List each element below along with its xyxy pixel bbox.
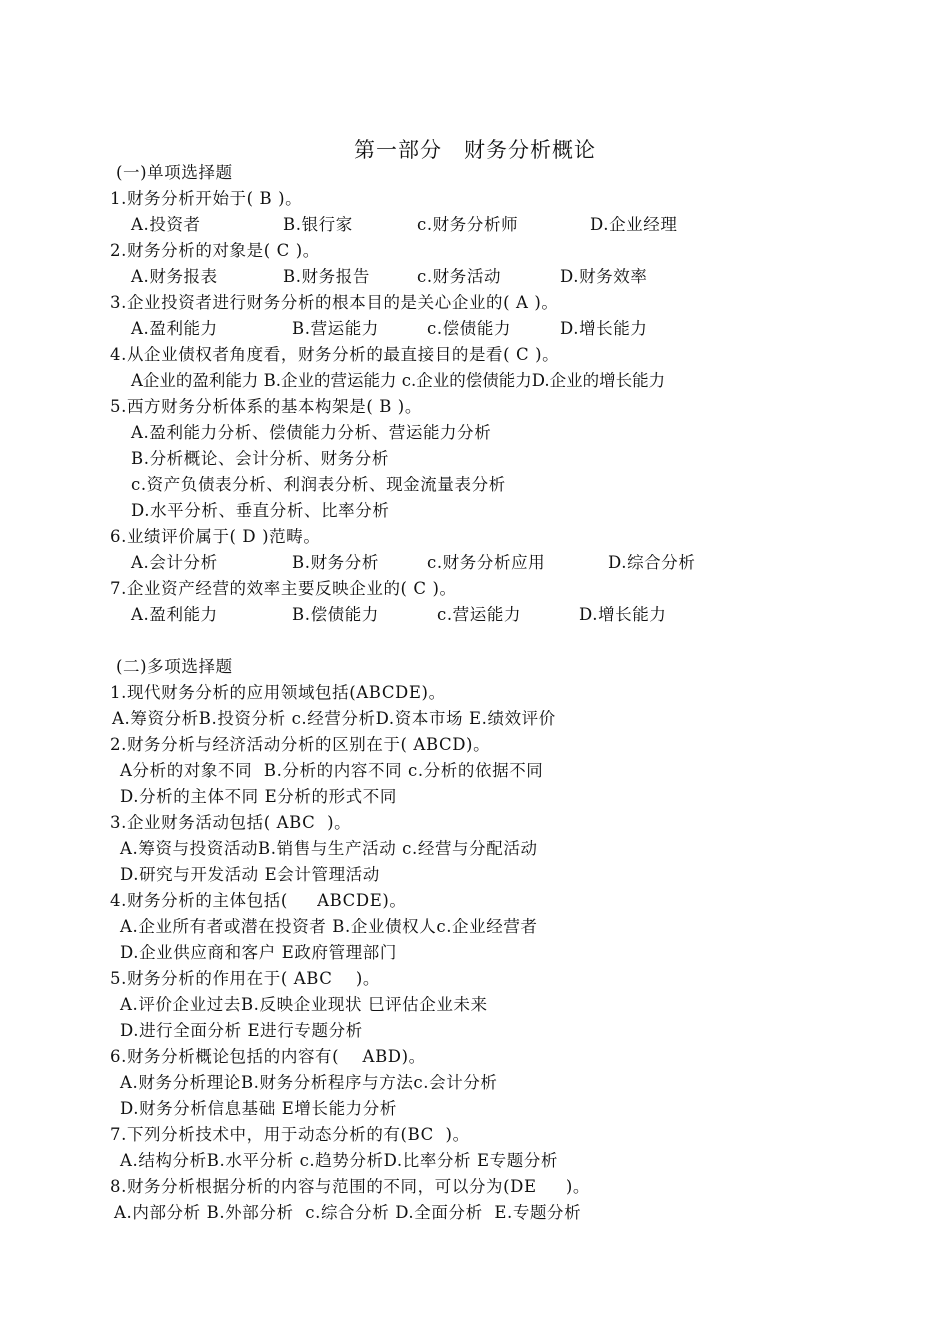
question-6: 6.业绩评价属于( D )范畴。 <box>110 527 321 546</box>
option: B.财务报告 <box>283 267 370 286</box>
options-line: A.企业所有者或潜在投资者 B.企业债权人c.企业经营者 <box>120 917 538 936</box>
option: D.水平分析、垂直分析、比率分析 <box>131 501 390 520</box>
options-line: D.分析的主体不同 E分析的形式不同 <box>120 787 397 806</box>
option: c.营运能力 <box>437 605 522 624</box>
options-line: D.进行全面分析 E进行专题分析 <box>120 1021 363 1040</box>
option: A.盈利能力分析、偿债能力分析、营运能力分析 <box>131 423 492 442</box>
option: D.财务效率 <box>560 267 648 286</box>
option: D.企业经理 <box>590 215 678 234</box>
question-line: 8.财务分析根据分析的内容与范围的不同，可以分为(DE )。 <box>110 1177 591 1196</box>
question-line: 1.现代财务分析的应用领域包括(ABCDE)。 <box>110 683 446 702</box>
options-line: A.筹资与投资活动B.销售与生产活动 c.经营与分配活动 <box>120 839 538 858</box>
option: D.增长能力 <box>579 605 667 624</box>
option: c.财务分析应用 <box>427 553 546 572</box>
option: B.营运能力 <box>292 319 379 338</box>
page-title: 第一部分 财务分析概论 <box>354 138 596 162</box>
option: c.财务活动 <box>417 267 502 286</box>
options-line: A.评价企业过去B.反映企业现状 巳评估企业未来 <box>120 995 488 1014</box>
question-line: 7.下列分析技术中，用于动态分析的有(BC )。 <box>110 1125 470 1144</box>
option: A.财务报表 <box>131 267 218 286</box>
option: A.盈利能力 <box>131 605 218 624</box>
options-line: D.研究与开发活动 E会计管理活动 <box>120 865 380 884</box>
options-line: A.财务分析理论B.财务分析程序与方法c.会计分析 <box>120 1073 498 1092</box>
question-line: 6.财务分析概论包括的内容有( ABD)。 <box>110 1047 426 1066</box>
option: c.财务分析师 <box>417 215 519 234</box>
option: c.资产负债表分析、利润表分析、现金流量表分析 <box>131 475 506 494</box>
question-3: 3.企业投资者进行财务分析的根本目的是关心企业的( A )。 <box>110 293 559 312</box>
option: B.分析概论、会计分析、财务分析 <box>131 449 389 468</box>
section-heading-single-choice: (一)单项选择题 <box>116 163 233 182</box>
options-line: A.筹资分析B.投资分析 c.经营分析D.资本市场 E.绩效评价 <box>112 709 556 728</box>
question-line: 4.财务分析的主体包括( ABCDE)。 <box>110 891 407 910</box>
section-heading-multiple-choice: (二)多项选择题 <box>116 657 233 676</box>
option: c.偿债能力 <box>427 319 512 338</box>
options-line: A.内部分析 B.外部分析 c.综合分析 D.全面分析 E.专题分析 <box>114 1203 582 1222</box>
question-line: 3.企业财务活动包括( ABC )。 <box>110 813 352 832</box>
option: D.综合分析 <box>608 553 696 572</box>
option: A.投资者 <box>131 215 201 234</box>
option: A.盈利能力 <box>131 319 218 338</box>
question-4: 4.从企业债权者角度看，财务分析的最直接目的是看( C )。 <box>110 345 560 364</box>
question-line: 5.财务分析的作用在于( ABC )。 <box>110 969 381 988</box>
options-line: A.结构分析B.水平分析 c.趋势分析D.比率分析 E专题分析 <box>120 1151 559 1170</box>
options-line: D.财务分析信息基础 E增长能力分析 <box>120 1099 397 1118</box>
options-line: A分析的对象不同 B.分析的内容不同 c.分析的依据不同 <box>120 761 544 780</box>
option: B.财务分析 <box>292 553 379 572</box>
option: A.会计分析 <box>131 553 218 572</box>
option: B.银行家 <box>283 215 353 234</box>
question-2: 2.财务分析的对象是( C )。 <box>110 241 320 260</box>
question-line: 2.财务分析与经济活动分析的区别在于( ABCD)。 <box>110 735 491 754</box>
option: A企业的盈利能力 B.企业的营运能力 c.企业的偿债能力D.企业的增长能力 <box>131 371 666 390</box>
question-7: 7.企业资产经营的效率主要反映企业的( C )。 <box>110 579 457 598</box>
option: D.增长能力 <box>560 319 648 338</box>
option: B.偿债能力 <box>292 605 379 624</box>
question-1: 1.财务分析开始于( B )。 <box>110 189 303 208</box>
question-5: 5.西方财务分析体系的基本构架是( B )。 <box>110 397 422 416</box>
options-line: D.企业供应商和客户 E政府管理部门 <box>120 943 397 962</box>
